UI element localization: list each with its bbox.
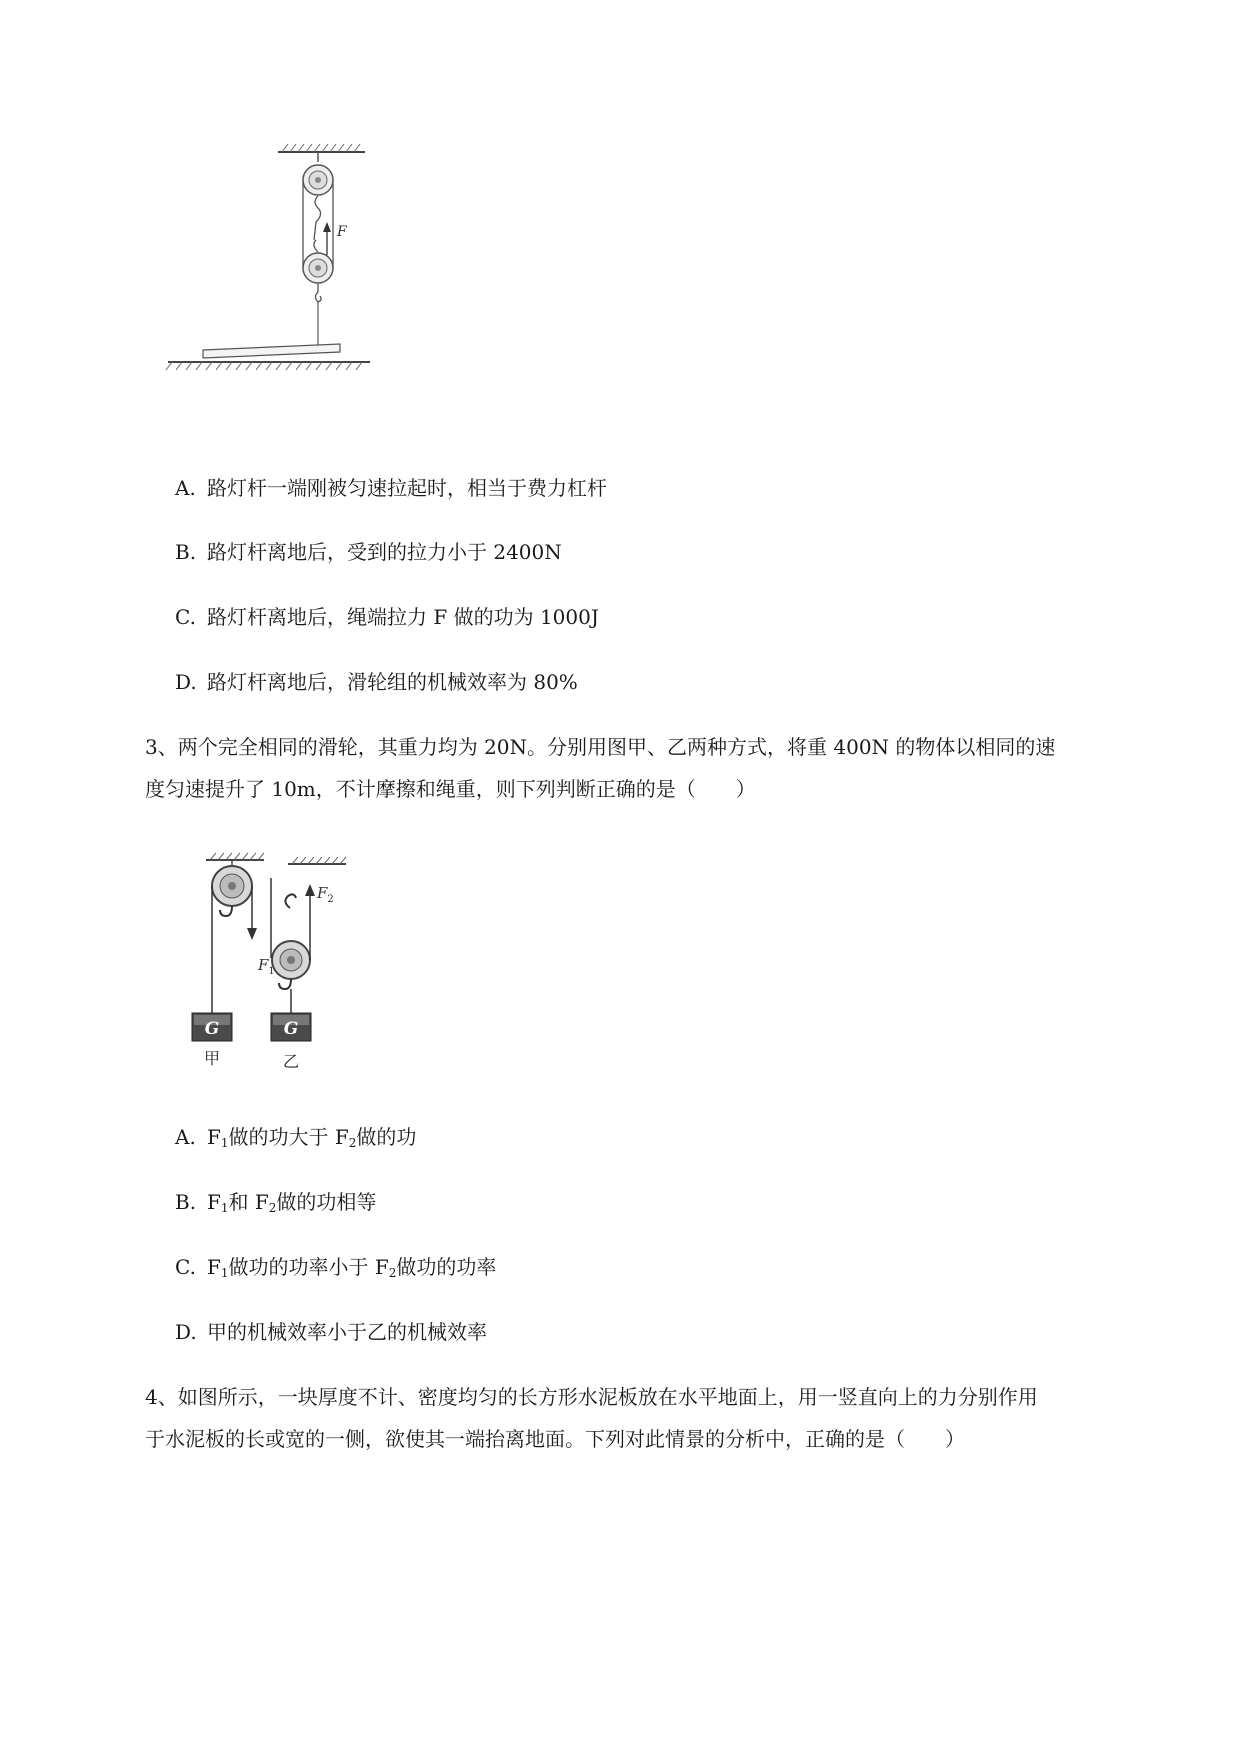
q4-stem: 4、如图所示，一块厚度不计、密度均匀的长方形水泥板放在水平地面上，用一竖直向上的力分别作用 于水泥板的长或宽的一侧，欲使其一端抬离地面。下列对此情景的分析中，正确的是（ ） (145, 1385, 1038, 1451)
q3-option-a[interactable]: A. $F_1$做的功大于 $F_2$做的功 (175, 1125, 417, 1150)
weight-label-right: G (283, 1019, 299, 1039)
weight-label-left: G (204, 1019, 220, 1039)
force-label: F (337, 224, 347, 240)
pulley-lamp-post-figure (160, 140, 390, 380)
q2-option-a[interactable]: A. 路灯杆一端刚被匀速拉起时，相当于费力杠杆 (175, 476, 607, 500)
q2-option-c[interactable]: C. 路灯杆离地后，绳端拉力 F 做的功为 1000J (175, 605, 599, 629)
q3-option-c[interactable]: C. $F_1$做功的功率小于 $F_2$做功的功率 (175, 1255, 497, 1280)
force1-label: F (258, 956, 269, 974)
force2-label: F (317, 884, 328, 902)
q3-option-b[interactable]: B. $F_1$和 $F_2$做的功相等 (175, 1190, 377, 1215)
caption-left: 甲 (203, 1049, 221, 1068)
force1-subscript: 1 (268, 966, 275, 977)
q2-option-b[interactable]: B. 路灯杆离地后，受到的拉力小于 2400N (175, 540, 562, 564)
two-pulley-figure (180, 848, 400, 1078)
q2-option-d[interactable]: D. 路灯杆离地后，滑轮组的机械效率为 80% (175, 670, 578, 694)
caption-right: 乙 (282, 1052, 300, 1071)
q3-option-d[interactable]: D. 甲的机械效率小于乙的机械效率 (175, 1320, 487, 1344)
force2-subscript: 2 (327, 894, 334, 905)
q3-stem: 3、两个完全相同的滑轮，其重力均为 20N。分别用图甲、乙两种方式，将重 400N 的物体以相同的速 度匀速提升了 10m，不计摩擦和绳重，则下列判断正确的是（ ） (145, 735, 1056, 801)
svg-text:F2 (316, 884, 334, 905)
